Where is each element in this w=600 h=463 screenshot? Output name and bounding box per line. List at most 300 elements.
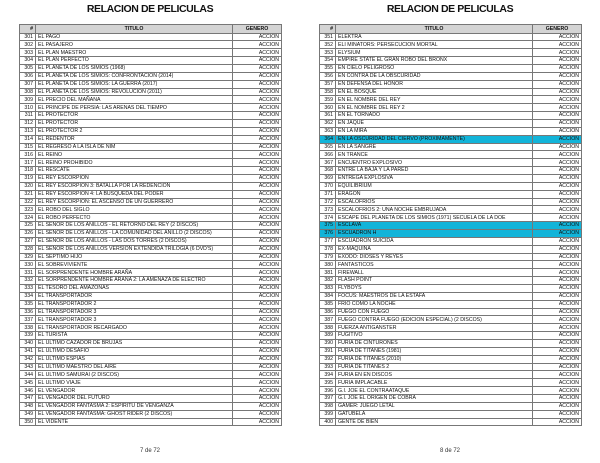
table-row [320,379,582,387]
table-row [320,182,582,190]
row-number: 332 [20,277,36,285]
row-number: 378 [320,245,336,253]
row-genre: ACCION [233,151,282,159]
page-title: RELACION DE PELICULAS [86,3,214,15]
row-title: ELYSIUM [336,49,533,57]
table-row [20,88,282,96]
row-genre: ACCION [533,135,582,143]
row-number: 342 [20,355,36,363]
table-row [20,379,282,387]
row-number: 319 [20,174,36,182]
row-number: 320 [20,182,36,190]
row-title: FANTASTICOS [336,261,533,269]
row-genre: ACCION [233,214,282,222]
row-title: EL PROTECTOR [36,119,233,127]
row-genre: ACCION [533,245,582,253]
row-genre: ACCION [533,285,582,293]
row-genre: ACCION [533,340,582,348]
row-title: EN DEFENSA DEL HONOR [336,80,533,88]
table-row [20,41,282,49]
row-title: FOCUS: MAESTROS DE LA ESTAFA [336,292,533,300]
page-number: 8 de 72 [439,448,461,454]
row-number: 316 [20,151,36,159]
row-title: EL ULTIMO SAMURAI (2 DISCOS) [36,371,233,379]
row-title: FRIO COMO LA NOCHE [336,300,533,308]
table-row [20,261,282,269]
row-number: 344 [20,371,36,379]
row-title: EN EL NOMBRE DEL REY 2 [336,104,533,112]
table-row [20,151,282,159]
row-number: 385 [320,300,336,308]
row-number: 384 [320,292,336,300]
table-row [20,57,282,65]
row-genre: ACCION [533,41,582,49]
row-number: 339 [20,332,36,340]
row-genre: ACCION [233,324,282,332]
row-title: EL PLANETA DE LOS SIMIOS: LA GUERRA (2017) [36,80,233,88]
row-genre: ACCION [233,418,282,426]
row-genre: ACCION [233,229,282,237]
row-number: 336 [20,308,36,316]
row-number: 318 [20,167,36,175]
table-row [320,96,582,104]
row-title: ESCALOFRIOS 2: UNA NOCHE EMBRUJADA [336,206,533,214]
table-row [320,135,582,143]
row-number: 329 [20,253,36,261]
row-number: 325 [20,222,36,230]
row-title: EL PROTECTOR 2 [36,127,233,135]
table-row [320,119,582,127]
row-title: FURIA DE TITANES (2010) [336,355,533,363]
row-number: 380 [320,261,336,269]
row-number: 354 [320,57,336,65]
row-genre: ACCION [233,395,282,403]
row-number: 365 [320,143,336,151]
row-genre: ACCION [533,410,582,418]
header-title: TITULO [36,25,233,34]
row-title: ELEKTRA [336,33,533,41]
row-number: 372 [320,198,336,206]
row-genre: ACCION [533,269,582,277]
row-genre: ACCION [533,190,582,198]
row-title: EL ULTIMO MAESTRO DEL AIRE [36,363,233,371]
row-genre: ACCION [533,49,582,57]
row-number: 379 [320,253,336,261]
row-title: EMPIRE STATE EL GRAN ROBO DEL BRONX [336,57,533,65]
row-number: 377 [320,237,336,245]
table-row [20,387,282,395]
row-number: 304 [20,57,36,65]
row-genre: ACCION [533,206,582,214]
row-genre: ACCION [233,198,282,206]
row-title: FUGITIVO [336,332,533,340]
page-right [302,0,598,463]
table-row [320,104,582,112]
row-number: 308 [20,88,36,96]
table-row [20,112,282,120]
row-title: FUEGO CONTRA FUEGO (EDICION ESPECIAL) (2 DISCOS) [336,316,533,324]
table-row [20,363,282,371]
row-title: FURIA IMPLACABLE [336,379,533,387]
row-number: 346 [20,387,36,395]
header-genre: GENERO [533,25,582,34]
table-row [20,72,282,80]
row-genre: ACCION [233,245,282,253]
table-row [320,127,582,135]
table-row [320,387,582,395]
table-row [320,347,582,355]
row-title: EL ULTIMO VIAJE [36,379,233,387]
row-number: 392 [320,355,336,363]
row-title: EL PLANETA DE LOS SIMIOS: CONFRONTACION (2014) [36,72,233,80]
row-genre: ACCION [233,206,282,214]
row-title: EL TRANSPORTADOR [36,292,233,300]
table-row [20,402,282,410]
row-genre: ACCION [233,261,282,269]
row-number: 359 [320,96,336,104]
table-row [20,395,282,403]
row-genre: ACCION [533,104,582,112]
row-number: 371 [320,190,336,198]
row-title: EL VENGADOR [36,387,233,395]
table-row [320,402,582,410]
table-row [320,88,582,96]
row-title: EL PRECIO DEL MAÑANA [36,96,233,104]
row-genre: ACCION [533,167,582,175]
row-number: 393 [320,363,336,371]
row-genre: ACCION [233,379,282,387]
table-row [20,332,282,340]
row-title: EL ULTIMO DESAFIO [36,347,233,355]
row-title: EL TRANSPORTADOR 2 [36,300,233,308]
row-title: EL PLANETA DE LOS SIMIOS: REVOLUCION (2011) [36,88,233,96]
table-row [20,340,282,348]
row-title: EL VIDENTE [36,418,233,426]
row-number: 321 [20,190,36,198]
row-genre: ACCION [533,402,582,410]
row-number: 323 [20,206,36,214]
row-genre: ACCION [533,237,582,245]
row-number: 389 [320,332,336,340]
row-title: EL TURISTA [36,332,233,340]
table-row [20,277,282,285]
table-row [320,159,582,167]
table-row [20,355,282,363]
row-genre: ACCION [533,127,582,135]
row-number: 399 [320,410,336,418]
row-number: 362 [320,119,336,127]
table-row [320,222,582,230]
table-row [20,167,282,175]
row-genre: ACCION [533,33,582,41]
row-genre: ACCION [233,167,282,175]
row-genre: ACCION [533,418,582,426]
row-number: 327 [20,237,36,245]
table-row [20,324,282,332]
row-genre: ACCION [233,190,282,198]
row-title: ESCLAVA [336,222,533,230]
header-number: # [320,25,336,34]
row-title: FURIA DE TITANES 2 [336,363,533,371]
table-row [20,143,282,151]
row-genre: ACCION [233,332,282,340]
table-row [320,206,582,214]
row-title: EN EL NOMBRE DEL REY [336,96,533,104]
row-title: FUEGO CON FUEGO [336,308,533,316]
table-row [320,245,582,253]
row-number: 397 [320,395,336,403]
row-title: EX-MAQUINA [336,245,533,253]
row-title: FLYBOYS [336,285,533,293]
row-title: EL SEÑOR DE LOS ANILLOS - EL RETORNO DEL REY (2 DISCOS) [36,222,233,230]
row-genre: ACCION [233,182,282,190]
table-row [320,253,582,261]
row-number: 387 [320,316,336,324]
row-number: 324 [20,214,36,222]
row-genre: ACCION [533,261,582,269]
table-row [320,300,582,308]
row-title: EL PROTECTOR [36,112,233,120]
row-genre: ACCION [533,363,582,371]
table-row [20,49,282,57]
row-title: EN EL BOSQUE [336,88,533,96]
row-title: EL REY ESCORPION [36,174,233,182]
row-genre: ACCION [533,379,582,387]
row-genre: ACCION [533,387,582,395]
row-title: EN CIELO PELIGROSO [336,64,533,72]
row-genre: ACCION [233,253,282,261]
row-title: EL REINO [36,151,233,159]
row-title: EN LA OSCURIDAD DEL CIERVO (PROXIMAMENTE) [336,135,533,143]
row-title: FUERZA ANTIGANSTER [336,324,533,332]
row-title: EN LA MIRA [336,127,533,135]
row-number: 314 [20,135,36,143]
row-genre: ACCION [233,127,282,135]
row-genre: ACCION [233,159,282,167]
row-number: 388 [320,324,336,332]
table-row [320,237,582,245]
row-number: 334 [20,292,36,300]
row-number: 373 [320,206,336,214]
table-row [20,206,282,214]
row-genre: ACCION [233,387,282,395]
row-title: ESCAPE DEL PLANETA DE LOS SIMIOS (1971) SECUELA DE LA DOE [336,214,533,222]
row-number: 391 [320,347,336,355]
row-genre: ACCION [533,174,582,182]
row-genre: ACCION [233,88,282,96]
page-number: 7 de 72 [139,448,161,454]
row-genre: ACCION [533,88,582,96]
row-genre: ACCION [233,308,282,316]
row-title: EL REY ESCORPION 4: LA BUSQUEDA DEL PODER [36,190,233,198]
table-body [320,33,582,426]
row-title: EL VENGADOR FANTASMA: GHOST RIDER (2 DISCOS) [36,410,233,418]
row-number: 310 [20,104,36,112]
row-number: 369 [320,174,336,182]
row-number: 374 [320,214,336,222]
row-genre: ACCION [233,72,282,80]
row-title: EL TRANSPORTADOR RECARGADO [36,324,233,332]
row-genre: ACCION [233,119,282,127]
row-genre: ACCION [233,269,282,277]
row-number: 363 [320,127,336,135]
table-row [320,80,582,88]
row-number: 322 [20,198,36,206]
row-number: 383 [320,285,336,293]
row-title: GAMER: JUEGO LETAL [336,402,533,410]
table-row [320,143,582,151]
row-number: 331 [20,269,36,277]
table-row [20,292,282,300]
table-row [20,159,282,167]
row-title: EL SEÑOR DE LOS ANILLOS VERSION EXTENDIDA TRILOGIA (6 DVD'S) [36,245,233,253]
row-title: GENTE DE BIEN [336,418,533,426]
row-number: 360 [320,104,336,112]
row-title: EXODO: DIOSES Y REYES [336,253,533,261]
row-number: 330 [20,261,36,269]
row-genre: ACCION [233,402,282,410]
table-row [320,418,582,426]
movie-table [319,24,582,426]
row-genre: ACCION [533,143,582,151]
row-genre: ACCION [233,143,282,151]
row-number: 333 [20,285,36,293]
row-genre: ACCION [233,237,282,245]
row-title: ELI MINATORS: PERSECUCION MORTAL [336,41,533,49]
table-row [320,64,582,72]
row-title: EL ULTIMO ESPIAS [36,355,233,363]
row-number: 348 [20,402,36,410]
table-row [320,410,582,418]
table-row [320,49,582,57]
row-title: EL TESORO DEL AMAZONAS [36,285,233,293]
table-row [320,151,582,159]
row-number: 356 [320,72,336,80]
row-title: ESCUADRON H [336,229,533,237]
row-genre: ACCION [233,222,282,230]
row-title: EN TRANCE [336,151,533,159]
row-title: FLASH POINT [336,277,533,285]
row-title: EL REINO PROHIBIDO [36,159,233,167]
table-row [20,269,282,277]
row-genre: ACCION [533,72,582,80]
row-number: 307 [20,80,36,88]
row-genre: ACCION [533,198,582,206]
table-row [20,198,282,206]
row-number: 358 [320,88,336,96]
row-genre: ACCION [533,119,582,127]
table-row [20,229,282,237]
table-row [320,174,582,182]
table-row [20,96,282,104]
table-row [320,72,582,80]
row-title: EL VENGADOR DEL FUTURO [36,395,233,403]
row-title: EL PASAJERO [36,41,233,49]
row-number: 335 [20,300,36,308]
row-title: FURIA DE TITANES (1981) [336,347,533,355]
row-genre: ACCION [533,371,582,379]
row-genre: ACCION [233,410,282,418]
row-number: 390 [320,340,336,348]
table-row [20,371,282,379]
table-row [320,277,582,285]
table-row [20,316,282,324]
row-genre: ACCION [233,363,282,371]
row-genre: ACCION [533,214,582,222]
table-row [320,229,582,237]
header-genre: GENERO [233,25,282,34]
row-number: 370 [320,182,336,190]
table-row [320,332,582,340]
table-row [320,261,582,269]
table-row [20,410,282,418]
page-left [2,0,298,463]
row-title: G.I. JOE EL CONTRAATAQUE [336,387,533,395]
table-row [20,127,282,135]
row-title: EN EL TORNADO [336,112,533,120]
table-row [20,222,282,230]
row-genre: ACCION [233,64,282,72]
table-row [320,340,582,348]
row-number: 312 [20,119,36,127]
table-row [20,253,282,261]
table-row [320,363,582,371]
row-title: EL PAGO [36,33,233,41]
row-genre: ACCION [233,292,282,300]
row-number: 351 [320,33,336,41]
row-number: 301 [20,33,36,41]
row-genre: ACCION [533,229,582,237]
row-number: 394 [320,371,336,379]
row-genre: ACCION [233,277,282,285]
table-row [320,167,582,175]
row-genre: ACCION [233,41,282,49]
table-row [320,371,582,379]
row-genre: ACCION [533,80,582,88]
row-genre: ACCION [233,371,282,379]
row-genre: ACCION [233,340,282,348]
row-number: 315 [20,143,36,151]
row-genre: ACCION [533,300,582,308]
row-genre: ACCION [533,151,582,159]
table-row [320,316,582,324]
header-title: TITULO [336,25,533,34]
row-genre: ACCION [533,316,582,324]
row-title: EL PLANETA DE LOS SIMIOS (1968) [36,64,233,72]
row-title: EN JAQUE [336,119,533,127]
table-row [20,308,282,316]
row-title: GATUBELA [336,410,533,418]
row-title: ENTREGA EXPLOSIVA [336,174,533,182]
row-genre: ACCION [233,135,282,143]
row-number: 366 [320,151,336,159]
row-title: EL SOBREVIVIENTE [36,261,233,269]
row-number: 313 [20,127,36,135]
row-genre: ACCION [233,285,282,293]
row-number: 355 [320,64,336,72]
table-row [320,190,582,198]
row-title: EL PLAN MAESTRO [36,49,233,57]
row-title: EL PLAN PERFECTO [36,57,233,65]
row-title: FIREWALL [336,269,533,277]
row-title: FURIA DE CINTURONES [336,340,533,348]
row-number: 386 [320,308,336,316]
table-row [20,190,282,198]
row-number: 368 [320,167,336,175]
table-body [20,33,282,426]
row-number: 328 [20,245,36,253]
row-genre: ACCION [533,292,582,300]
